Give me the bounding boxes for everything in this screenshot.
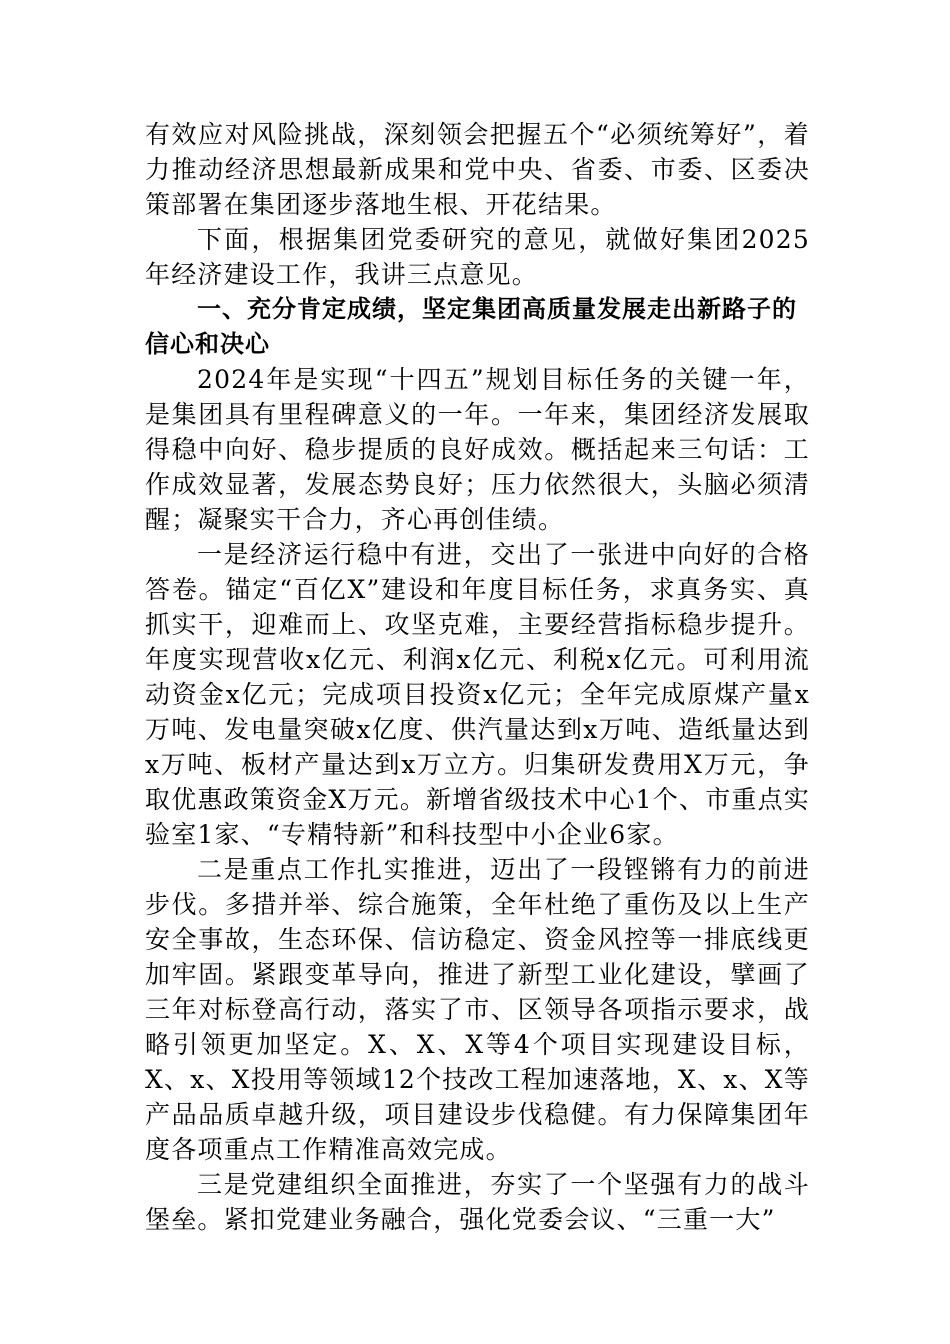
paragraph-intro: 下面，根据集团党委研究的意见，就做好集团2025年经济建设工作，我讲三点意见。 bbox=[145, 225, 810, 289]
paragraph-point-three: 三是党建组织全面推进，夯实了一个坚强有力的战斗堡垒。紧扣党建业务融合，强化党委会议、“三重一大” bbox=[145, 1170, 810, 1234]
paragraph-point-two: 二是重点工作扎实推进，迈出了一段铿锵有力的前进步伐。多措并举、综合施策，全年杜绝了重伤及以上生产安全事故，生态环保、信访稳定、资金风控等一排底线更加牢固。紧跟变革导向，推进了新型工业化建设，擘画了三年对标登高行动，落实了市、区领导各项指示要求，战略引领更加坚定。X、X、X等4个项目实现建设目标，X、x、X投用等领域12个技改工程加速落地，X、x、X等产品品质卓越升级，项目建设步伐稳健。有力保障集团年度各项重点工作精准高效完成。 bbox=[145, 855, 810, 1164]
paragraph-summary: 2024年是实现“十四五”规划目标任务的关键一年，是集团具有里程碑意义的一年。一年来，集团经济发展取得稳中向好、稳步提质的良好成效。概括起来三句话：工作成效显著，发展态势良好；压力依然很大，头脑必须清醒；凝聚实干合力，齐心再创佳绩。 bbox=[145, 365, 810, 534]
document-body bbox=[145, 117, 810, 1237]
section-heading: 一、充分肯定成绩，坚定集团高质量发展走出新路子的信心和决心 bbox=[145, 295, 797, 358]
paragraph-point-one: 一是经济运行稳中有进，交出了一张进中向好的合格答卷。锚定“百亿X”建设和年度目标任务，求真务实、真抓实干，迎难而上、攻坚克难，主要经营指标稳步提升。年度实现营收x亿元、利润x亿元、利税x亿元。可利用流动资金x亿元；完成项目投资x亿元；全年完成原煤产量x万吨、发电量突破x亿度、供汽量达到x万吨、造纸量达到x万吨、板材产量达到x万立方。归集研发费用X万元，争取优惠政策资金X万元。新增省级技术中心1个、市重点实验室1家、“专精特新”和科技型中小企业6家。 bbox=[145, 540, 810, 849]
paragraph-continued: 有效应对风险挑战，深刻领会把握五个“必须统筹好”，着力推动经济思想最新成果和党中央、省委、市委、区委决策部署在集团逐步落地生根、开花结果。 bbox=[145, 120, 810, 219]
